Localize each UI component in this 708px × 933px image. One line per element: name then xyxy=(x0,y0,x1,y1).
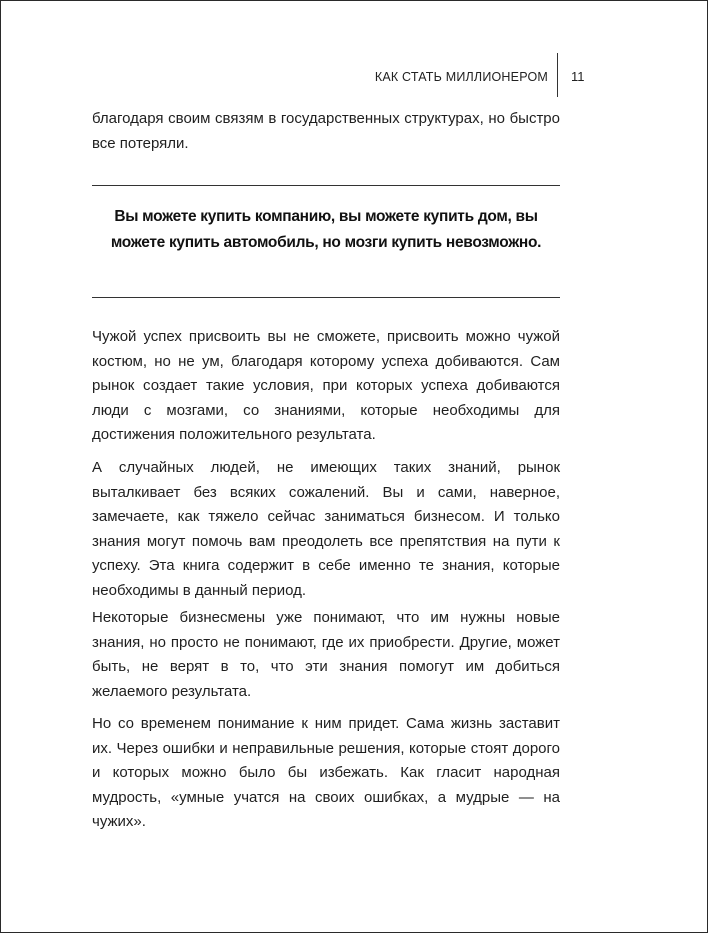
running-title: КАК СТАТЬ МИЛЛИОНЕРОМ xyxy=(374,70,548,84)
quote-rule-top xyxy=(92,185,560,186)
pull-quote-text: Вы можете купить компанию, вы можете купить дом, вы можете купить автомобиль, но мозги купить невозможно. xyxy=(110,208,542,251)
body-paragraph: Но со временем понимание к ним придет. Сама жизнь заставит их. Через ошибки и неправильные решения, которые стоят дорого и которых можно было бы избежать. Как гласит народная мудрость, «умные учатся на своих ошибках, а мудрые — на чужих». xyxy=(92,715,560,830)
quote-rule-bottom xyxy=(92,297,560,298)
header-divider xyxy=(557,53,558,97)
body-paragraph: А случайных людей, не имеющих таких знаний, рынок выталкивает без всяких сожалений. Вы и сами, наверное, замечаете, как тяжело сейчас заниматься бизнесом. И только знания могут помочь вам преодолеть все препятствия на пути к успеху. Эта книга содержит в себе именно те знания, которые необходимы в данный период. xyxy=(92,459,560,599)
page-number: 11 xyxy=(571,69,585,84)
body-paragraph: Некоторые бизнесмены уже понимают, что им нужны новые знания, но просто не понимают, где их приобрести. Другие, может быть, не верят в то, что эти знания помогут им добиться желаемого результата. xyxy=(92,609,560,700)
body-paragraph: Чужой успех присвоить вы не сможете, присвоить можно чужой костюм, но не ум, благодаря которому успеха добиваются. Сам рынок создает такие условия, при которых успеха добиваются люди с мозгами, со знаниями, которые необходимы для достижения положительного результата. xyxy=(92,328,560,443)
running-head xyxy=(0,66,708,96)
pull-quote xyxy=(92,185,560,298)
body-paragraph: благодаря своим связям в государственных структурах, но быстро все потеряли. xyxy=(92,110,560,152)
